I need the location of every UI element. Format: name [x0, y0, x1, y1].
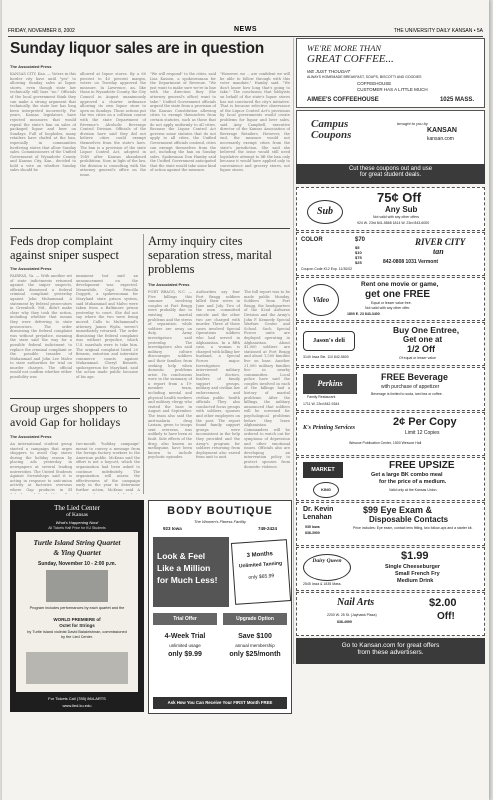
- ad-text: COFFEEHOUSE: [357, 81, 392, 86]
- ad-text: Ask How You Can Receive Your FIRST Month FREE: [153, 697, 287, 709]
- lied-center-ad[interactable]: [10, 500, 144, 712]
- story-sniper-col2: imminent but said an announcement on the development was expected. Meanwhile, Capt. Priscilla Doggett, a spokeswoman for Maryland state prison system, said Muhammad and Malvo were taken from a Baltimore prison yesterday to court. She did not say where the two were being moved. Calls to Muhammad's attorney, James Wyda, weren't immediately returned. The order dismissing the federal complaint was without prejudice, which U.S. marshals were to take him. The original complaint listed 20 firearm, extortion and interstate commerce counts against Muhammad. Cheryl Bennett, spokesperson for Maryland, said the action made public because of his age.: [76, 274, 138, 380]
- story-gap-col2: two-month "holiday campaign" meant to convey a message from the foreign factory workers to the American public. McKean said the effort is not a boycott, which the organization had been asked to continue indefinitely. The organization will assess the effectiveness of the campaign early in the year to determine further action, McKean said. A: [76, 442, 140, 492]
- ad-text: The Women's Fitness Facility: [193, 519, 247, 524]
- printing-logo: K's Printing Services: [303, 425, 356, 431]
- ad-text: Equal or lesser value free.: [371, 301, 412, 305]
- river-city-logo: RIVER CITY: [415, 237, 466, 247]
- ad-text: Coupon Code K12 Exp. 11/30/02: [301, 267, 353, 271]
- ad-text: $75: [355, 255, 362, 260]
- ad-text: $2.00: [429, 597, 457, 609]
- ad-text: Buy One Entree,: [393, 325, 460, 335]
- ad-text: $70: [355, 237, 366, 243]
- ad-text: 1800 E. 23 843-3400: [347, 312, 380, 316]
- burger-king-logo: KING: [313, 482, 339, 498]
- ad-text: 842-0808 1031 Vermont: [383, 259, 439, 265]
- ad-text: For Tickets Call (785) 864-ARTS: [48, 696, 106, 701]
- header-date: FRIDAY, NOVEMBER 8, 2002: [8, 28, 75, 34]
- ad-text: 2545 Iowa & 1835 Mass.: [303, 582, 342, 586]
- subway-logo: Sub: [307, 200, 343, 224]
- byline-army: The Associated Press: [148, 282, 190, 287]
- subway-coupon[interactable]: [296, 187, 485, 231]
- nail-arts-logo: Nail Arts: [337, 597, 375, 608]
- column-divider: [293, 38, 294, 664]
- headline-army: Army inquiry cites separation stress, marital problems: [148, 234, 272, 276]
- ad-text: Get one at: [403, 335, 443, 344]
- dairy-queen-coupon[interactable]: [296, 547, 485, 591]
- body-boutique-logo: BODY BOUTIQUE: [167, 505, 273, 517]
- story-army-col2: Authorities say four Fort Bragg soldiers killed their wives in June and July. Two of the men committed suicide and the other two are charged with murder. Three of those cases involved Special Operations soldiers who had served in Afghanistan. In a fifth case, a woman is charged with killing her husband, a Special Forces major. Investigators interviewed military leaders, doctors, leaders of family support groups, military and civilian law enforcement, and civilian public health officials. They also conducted focus groups with soldiers, spouses and other employees on the post. The report found family support groups were inconsistent in the help they provided and the Army's program for soldiers returning from deployment also varied from unit to unit.: [196, 290, 240, 460]
- ad-text: 935 Iowa: [305, 525, 320, 529]
- ad-text: by Turtle Island violinist David Balakrishnan, commissioned by the Lied Center.: [27, 630, 127, 639]
- coupons-banner: [296, 164, 485, 184]
- headline-gap: Group urges shoppers to avoid Gap for holidays: [10, 401, 128, 429]
- ad-text: Beverage is limited to soda, iced tea or coffee.: [371, 392, 443, 396]
- ad-text: with purchase of appetizer: [381, 384, 440, 390]
- kansan-link-banner[interactable]: [296, 638, 485, 664]
- byline-sniper: The Associated Press: [10, 266, 52, 271]
- ad-text: GREAT COFFEE...: [307, 53, 394, 65]
- ad-text: Limit 12 Copies: [405, 430, 440, 436]
- video-logo: Video: [303, 284, 339, 316]
- ad-text: 1/2 Off: [407, 344, 436, 354]
- ad-text: Not valid with any other offer.: [365, 306, 411, 310]
- ad-text: WE'RE MORE THAN: [307, 43, 382, 53]
- story-gap-col1: An international student group started a campaign that urges shoppers to avoid Gap stores during the holiday season by placing ads yesterday in newspapers at several leading universities. The United Students Against Sweatshops said it is acting in response to anti-union activity at factories overseas where Gap products in El: [10, 442, 72, 492]
- printing-coupon[interactable]: [296, 412, 485, 456]
- ad-text: Of equal or lesser value: [399, 356, 436, 360]
- ad-text: Dr. Kevin: [303, 506, 334, 513]
- ad-text: 1711 W. 23rd 842-9344: [303, 402, 340, 406]
- ad-text: Medium Drink: [397, 578, 434, 584]
- story-army-col1: FORT BRAGG, N.C. — Five killings this summer involving couples at Fort Bragg were probably due to existing marital problems and the stress of separation while soldiers are away on duty, Army investigators said yesterday. The investigators also said military culture discourages soldiers and their families from seeking help when domestic problems arise. Its conclusions were in the summary of a report from a 19-member team, including mental and physical health workers and military clergy who visited the base in August and September. The team also said the anti-malaria drug Lariam, given to troops sent overseas, was unlikely to have been at fault. Side effects of the drug, also known as mefloquine, have been known to include psychotic episodes.: [148, 290, 192, 460]
- ad-text: Price includes: Eye exam, contact lens fitting, two follow-ups and a starter kit.: [353, 526, 473, 530]
- ad-text: What's Happening Now!: [55, 520, 99, 525]
- ad-text: $1.99: [401, 550, 429, 562]
- ad-text: Turtle Island String Quartet: [33, 538, 121, 547]
- ad-text: Upgrade Option: [223, 613, 287, 625]
- ad-text: for Much Less!: [157, 575, 218, 585]
- ad-text: Program includes performances by each quartet and the: [29, 606, 125, 610]
- ad-text: FREE Beverage: [381, 372, 449, 382]
- ad-text: annual membership: [235, 643, 275, 648]
- ad-text: only $9.99: [168, 651, 202, 658]
- column-divider: [143, 234, 144, 494]
- ad-text: AIMEE'S COFFEEHOUSE: [307, 97, 379, 103]
- ad-text: All Tickets Half Price for KU Students: [48, 526, 106, 530]
- ad-text: 924 W. 23rd 841-5868 1814 W. 23rd 843-6000: [357, 221, 430, 225]
- ad-text: brought to you by: [397, 121, 428, 126]
- divider: [10, 228, 290, 229]
- headline-sniper: Feds drop complaint against sniper suspect: [10, 234, 120, 262]
- dairy-queen-logo: Dairy Queen: [303, 554, 351, 581]
- photo-placeholder: [46, 570, 108, 602]
- ad-text: WORLD PREMIERE of: [53, 617, 101, 622]
- ad-text: Rent one movie or game,: [361, 281, 439, 288]
- header-paper: THE UNIVERSITY DAILY KANSAN • 5A: [393, 28, 483, 34]
- ad-text: Family Restaurant: [307, 395, 336, 399]
- ad-text: 4-Week Trial: [164, 633, 206, 640]
- eye-exam-coupon[interactable]: [296, 502, 485, 546]
- story-liquor-col3: "We will respond" to the cities, said Lisa Kassen, a spokeswoman for the Department of Revenue. "We just want to make sure we're in line with the direction they (the attorney general's office) want to take." Unified Government officials argued the state from a provision of the Kansas Constitution allowing cities to exempt themselves from certain statutes, such as those that do not apply uniformly to all cities. Because the Liquor Control Act governs some statutes that do not apply to all cities, the Unified Government officials contend, cities can exempt themselves from the act, including the ban on Sunday sales. Spokesman Don Hamby said the Unified Government anticipated that the state would take some kind of action against the measure.: [150, 72, 216, 173]
- headline-liquor: Sunday liquor sales are in question: [10, 40, 264, 57]
- ad-text: kansan.com: [427, 136, 454, 142]
- ad-text: Lenahan: [303, 514, 332, 521]
- perkins-coupon[interactable]: [296, 367, 485, 411]
- ad-text: only $65.99: [248, 573, 275, 581]
- ad-text: $99 Eye Exam &: [363, 505, 433, 515]
- story-sniper-col1: FAIRFAX, Va. — With another set of state indictments returned against the sniper suspects, officials dismissed a federal criminal complaint yesterday against John Muhammad. A statement by federal prosecutors in Greenbelt, Md., didn't make clear why they took the action, including whether that means they were deferring to state prosecutors. The order dismissing the federal complaint was without prejudice, meaning the state said the way for a possible federal indictment to replace the criminal complaint or the possible transfer of Muhammad and John Lee Malvo to state authorities for trial on murder charges. The official would not confirm whether either possibility was: [10, 274, 72, 380]
- divider: [10, 398, 140, 399]
- ad-text: unlimited usage: [169, 643, 201, 648]
- ad-text: get one FREE: [365, 289, 431, 300]
- ad-text: $25: [355, 260, 362, 265]
- ad-text: Small French Fry: [395, 571, 440, 577]
- ad-text: only $25/month: [229, 651, 281, 658]
- ad-text: COLOR: [301, 237, 323, 243]
- ad-text: 1025 MASS.: [439, 97, 474, 103]
- ad-text: Go to Kansan.com for great offers: [341, 642, 440, 649]
- ad-text: for great student deals.: [359, 172, 422, 178]
- ad-text: KANSAN: [427, 127, 457, 134]
- ad-text: CUSTOMER HAS A LITTLE MUCH: [357, 87, 428, 92]
- ad-text: ALWAYS HOMEMADE BREAKFAST, SOUPS, BISCOTTI AND GOODIES: [307, 75, 422, 79]
- ad-text: www.lied.ku.edu: [62, 703, 92, 708]
- ad-text: 2¢ Per Copy: [393, 416, 457, 428]
- story-liquor-col2: allowed at liquor stores. By a 60 percent to 40 percent margin, voters on Tuesday approved the measure. In Lawrence, an, like those in Wyandotte County, the City Council in August unanimously approved a charter ordinance allowing its own liquor store to open on Sundays. Those actions put the two cities on a collision course with the state Department of Revenue's Alcoholic Beverage Control Division. Officials of the division have said they did not believe cities could exempt themselves from the state's laws. The ban is a provision of the state Liquor Control Act, adopted in 1949 after Kansas abandoned prohibition. Now, in light of the law, the division is consulting with the attorney general's office on the issue.: [80, 72, 146, 178]
- ad-text: Disposable Contacts: [369, 515, 449, 524]
- ad-text: Save $100: [238, 633, 272, 640]
- video-rental-coupon[interactable]: [296, 277, 485, 321]
- ad-text: from these advertisers.: [357, 649, 424, 656]
- market-logo: MARKET: [303, 462, 343, 478]
- byline-liquor: The Associated Press: [10, 64, 52, 69]
- newspaper-page: [2, 0, 489, 800]
- story-liquor-col4: "However, we ... are confident we will be able to follow through with this voter mandate," Hamby said. "We don't know how long that's going to take." The conclusion that lobbyists on behalf of the state's liquor stores has not convinced the city's initiative. That is because selective observance of the Liquor Control Act's provisions by local governments would create problems for liquor and beer sales, said Amy Campbell, executive director of the Kansas Association of Beverage Retailers. However, the end, the measure would not necessarily exempt cities from the state's jurisdiction. She said she believed the issue would still need legislative attempt to lift the ban only because it would have applied only to convenience and grocery stores, not liquor stores.: [220, 72, 290, 173]
- nail-arts-coupon[interactable]: [296, 592, 485, 636]
- market-burger-king-coupon[interactable]: [296, 457, 485, 501]
- aimees-coffee-ad[interactable]: [296, 38, 485, 108]
- ad-text: Octet for Strings: [59, 623, 95, 628]
- ad-text: Like a Million: [157, 563, 211, 573]
- campus-coupons-logo: Campus Coupons: [311, 118, 352, 141]
- ad-text: WE JUST THOUGHT: [307, 69, 351, 74]
- ad-text: 749-2424: [257, 526, 277, 531]
- ad-text: The Lied Center: [54, 504, 100, 512]
- ad-text: Off!: [437, 611, 455, 622]
- ad-text: Single Cheeseburger: [385, 564, 441, 570]
- photo-placeholder: [26, 652, 128, 684]
- ad-text: of Kansas: [66, 512, 88, 518]
- ad-text: Wescoe Publication Center, 1500 Wescoe Hall: [349, 441, 422, 445]
- story-army-col3: The full report was to be made public Monday. Soldiers from Fort Bragg, the headquarters of the 82nd Airborne Division and the Army's John F. Kennedy Special Warfare Center and School. Such Special Forces units are deployed operating in Afghanistan. About 41,000 soldiers are stationed at Fort Bragg and about 1,500 families live on base. Another 21,000 military families live in nearby communities. Local police have said the couples involved in each of the killings had a history of marital problems. After the killings, the military announced that soldiers will be screened for psychological problems before they leave Afghanistan. Commanders will be ordered to watch out for symptoms of depression and other emotional issues. Officials also are developing an intervention policy to protect spouses from domestic violence.: [244, 290, 290, 469]
- ad-text: 923 Iowa: [163, 526, 182, 531]
- ad-text: tan: [433, 247, 444, 256]
- ad-text: 75¢ Off: [377, 190, 422, 205]
- byline-gap: The Associated Press: [10, 434, 52, 439]
- jasons-deli-logo: Jason's deli: [303, 331, 355, 351]
- ad-text: $5: [355, 245, 360, 250]
- ad-text: 3140 Iowa Ste. 110 842-5600: [303, 355, 349, 359]
- page-header: [8, 26, 483, 37]
- ad-text: Sunday, November 10 - 2:00 p.m.: [38, 561, 116, 567]
- river-city-tan-coupon[interactable]: [296, 232, 485, 276]
- ad-text: Look & Feel: [157, 551, 206, 561]
- ad-text: Cut these coupons out and use: [348, 166, 433, 172]
- ad-text: 3 Months: [246, 551, 274, 559]
- ad-text: Not valid with any other offers: [373, 215, 420, 219]
- ad-text: for the price of a medium.: [379, 479, 447, 485]
- ad-text: Unlimited Tanning: [238, 560, 283, 570]
- ad-text: Get a large BK combo meal: [371, 472, 443, 478]
- campus-coupons-header: [296, 110, 485, 166]
- ad-text: 838-3900: [305, 531, 320, 535]
- ad-text: Trial Offer: [153, 613, 217, 625]
- ad-text: $10: [355, 250, 362, 255]
- header-section: NEWS: [234, 26, 257, 33]
- jasons-deli-coupon[interactable]: [296, 322, 485, 366]
- ad-text: FREE UPSIZE: [389, 460, 455, 471]
- story-liquor-col1: KANSAS CITY, Kan. — Voters in this border city have until "yes" to allowing Sunday sales at liquor stores, even though state law technically still bars "no." Officials of the local government think they can make a strong argument that technically, the state law has long been interpreted incorrectly. For years, Kansas legislators have rejected measures that would repeal the state's ban on sales of packaged liquor and beer on Sundays. Full of loopholes, many retailers have chafed at the ban, especially in communities bordering states that allow Sunday sales. Commissioners of the Unified Government of Wyandotte County and Kansas City, Kan., decided to hold a vote on whether Sunday sales should be: [10, 72, 76, 173]
- ad-text: & Ying Quartet: [53, 548, 101, 557]
- body-boutique-ad[interactable]: [148, 500, 292, 714]
- ad-text: Valid only at the Kansas Union.: [389, 488, 438, 492]
- perkins-logo: Perkins: [303, 374, 357, 394]
- ad-text: 2200 W. 25 St. (Jayhawk Plaza): [327, 613, 377, 617]
- ad-text: 838-4999: [337, 620, 352, 624]
- ad-text: Any Sub: [385, 205, 418, 214]
